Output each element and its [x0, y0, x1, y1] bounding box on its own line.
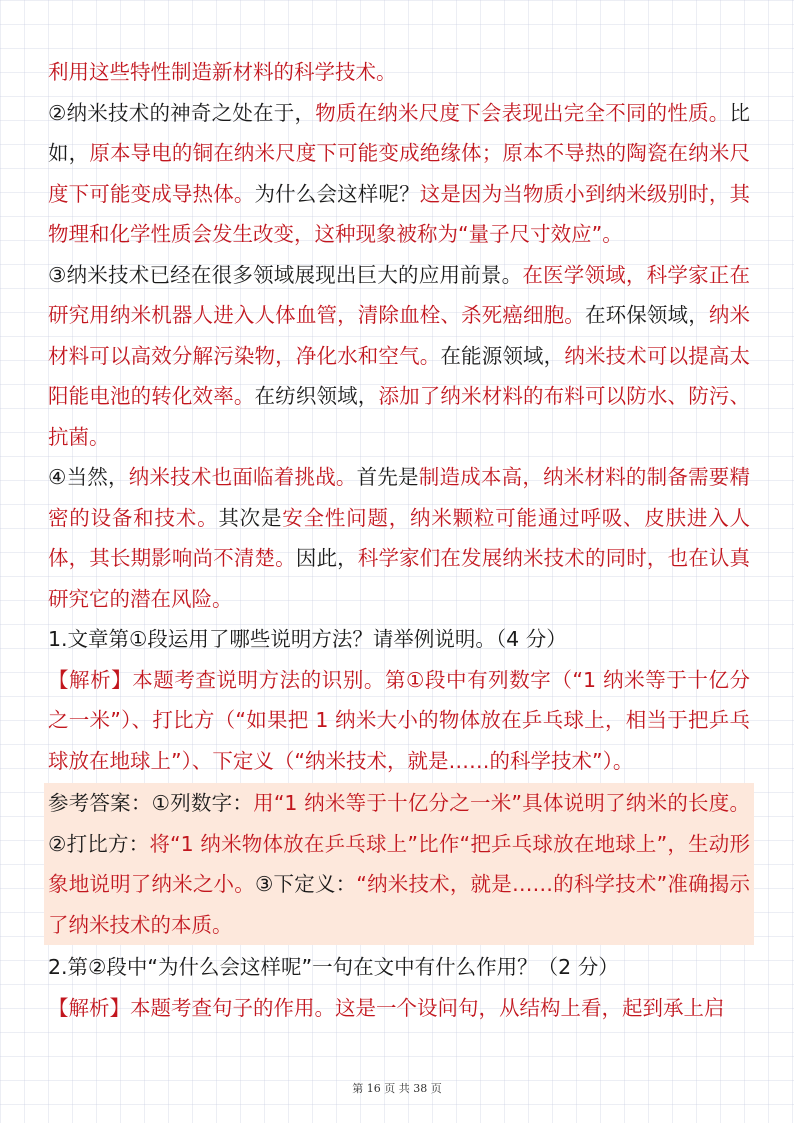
analysis-tag: 【解析】: [48, 667, 133, 692]
paragraph-3: ③纳米技术已经在很多领域展现出巨大的应用前景。在医学领域，科学家正在研究用纳米机器人进入人体血管，清除血栓、杀死癌细胞。在环保领域，纳米材料可以高效分解污染物，净化水和空气。在能源领域，纳米技术可以提高太阳能电池的转化效率。在纺织领域，添加了纳米材料的布料可以防水、防污、抗菌。: [48, 262, 751, 449]
page-footer: 第 16 页 共 38 页: [352, 1082, 442, 1095]
question-1-answer: 参考答案：①列数字：用“1 纳米等于十亿分之一米”具体说明了纳米的长度。②打比方：将“1 纳米物体放在乒乓球上”比作“把乒乓球放在地球上”，生动形象地说明了纳米之小。③下定义：“纳米技术，就是……的科学技术”准确揭示了纳米技术的本质。: [48, 791, 750, 937]
paragraph-1-end: 利用这些特性制造新材料的科学技术。: [48, 60, 397, 84]
answer-box: [44, 783, 754, 945]
paragraph-2: ②纳米技术的神奇之处在于，物质在纳米尺度下会表现出完全不同的性质。比如，原本导电的铜在纳米尺度下可能变成绝缘体；原本不导热的陶瓷在纳米尺度下可能变成导热体。为什么会这样呢？这是因为当物质小到纳米级别时，其物理和化学性质会发生改变，这种现象被称为“量子尺寸效应”。: [48, 100, 751, 246]
analysis-tag: 【解析】: [48, 995, 130, 1020]
question-2: 2.第②段中“为什么会这样呢”一句在文中有什么作用？（2 分）: [48, 955, 619, 979]
question-2-analysis: 【解析】本题考查句子的作用。这是一个设问句，从结构上看，起到承上启: [48, 995, 725, 1020]
paragraph-4: ④当然，纳米技术也面临着挑战。首先是制造成本高，纳米材料的制备需要精密的设备和技术。其次是安全性问题，纳米颗粒可能通过呼吸、皮肤进入人体，其长期影响尚不清楚。因此，科学家们在发展纳米技术的同时，也在认真研究它的潜在风险。: [48, 465, 751, 611]
question-1: 1.文章第①段运用了哪些说明方法？请举例说明。（4 分）: [48, 627, 567, 651]
document-body: [48, 52, 750, 1028]
question-1-analysis: 【解析】本题考查说明方法的识别。第①段中有列数字（“1 纳米等于十亿分之一米”）、打比方（“如果把 1 纳米大小的物体放在乒乓球上，相当于把乒乓球放在地球上”）、下定义（“纳米技术，就是……的科学技术”）。: [48, 667, 751, 773]
